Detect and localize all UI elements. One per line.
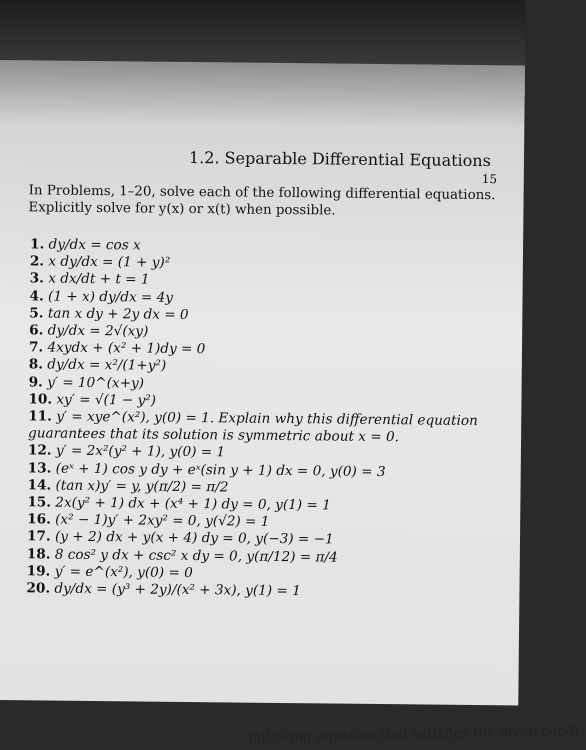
problem-1: 1. dy/dx = cos x <box>29 236 141 254</box>
problem-16: 16. (x² − 1)y′ + 2xy² = 0, y(√2) = 1 <box>27 511 270 531</box>
problem-10: 10. xy′ = √(1 − y²) <box>28 391 157 409</box>
problem-19: 19. y′ = e^(x²), y(0) = 0 <box>26 563 193 581</box>
problem-4: 4. (1 + x) dy/dx = 4y <box>29 287 174 306</box>
problem-15: 15. 2x(y² + 1) dx + (x⁴ + 1) dy = 0, y(1) = 1 <box>27 494 331 514</box>
problem-17: 17. (y + 2) dx + y(x + 4) dy = 0, y(−3) = −1 <box>26 528 334 548</box>
problem-11: 11. y′ = xye^(x²), y(0) = 1. Explain why this differential equation guarantees that its solution is symmetric about x = 0. <box>28 408 478 446</box>
problem-7: 7. 4xydx + (x² + 1)dy = 0 <box>28 339 206 358</box>
problem-13: 13. (eˣ + 1) cos y dy + eˣ(sin y + 1) dx = 0, y(0) = 3 <box>27 459 386 480</box>
problem-8: 8. dy/dx = x²/(1+y²) <box>28 356 167 375</box>
problem-6: 6. dy/dx = 2√(xy) <box>29 322 149 340</box>
problem-2: 2. x dy/dx = (1 + y)² <box>29 253 171 271</box>
problem-3: 3. x dx/dt + t = 1 <box>29 270 150 288</box>
section-title: 1.2. Separable Differential Equations <box>188 147 491 171</box>
problem-9: 9. y′ = 10^(x+y) <box>28 373 145 392</box>
page-number: 15 <box>481 172 498 187</box>
textbook-page <box>0 60 580 747</box>
problem-list <box>26 236 510 602</box>
problem-intro: In Problems, 1–20, solve each of the following differential equations. Explicitly solve for y(x) or x(t) when possible. <box>28 183 496 219</box>
problem-14: 14. (tan x)y′ = y, y(π/2) = π/2 <box>27 477 229 496</box>
problem-18: 18. 8 cos² y dx + csc² x dy = 0, y(π/12) = π/4 <box>26 545 338 566</box>
problem-20: 20. dy/dx = (y³ + 2y)/(x² + 3x), y(1) = 1 <box>26 580 301 600</box>
next-section-partial-text: following equation that satisfies the given condi <box>247 722 580 747</box>
problem-12: 12. y′ = 2x²(y² + 1), y(0) = 1 <box>27 442 226 461</box>
problem-5: 5. tan x dy + 2y dx = 0 <box>29 305 189 323</box>
